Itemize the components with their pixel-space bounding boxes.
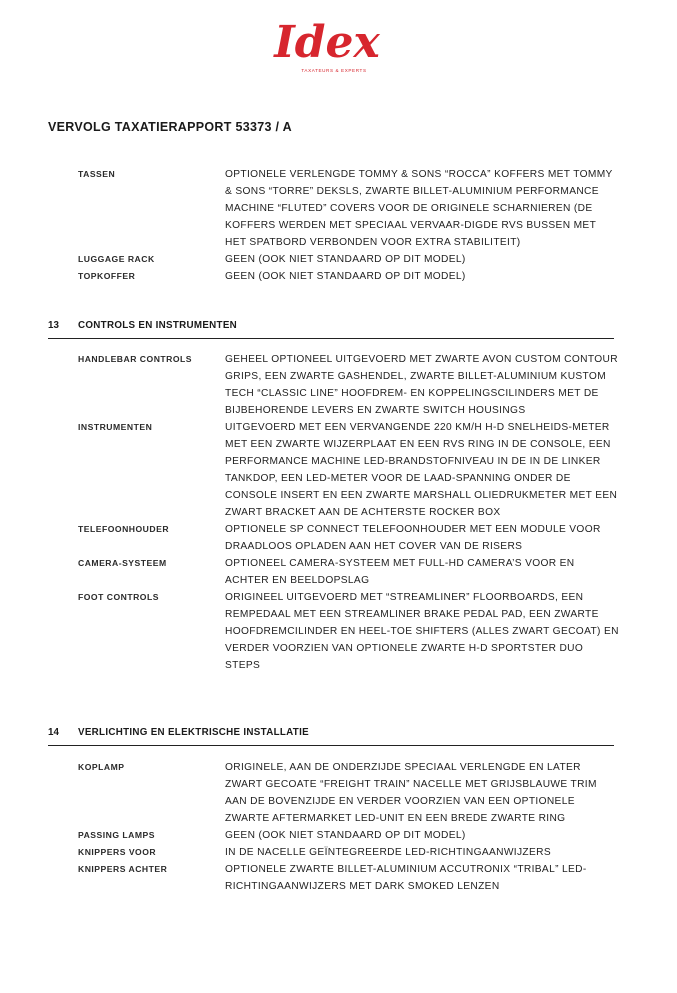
spec-value: UITGEVOERD MET EEN VERVANGENDE 220 KM/H H-D SNELHEIDS-METER MET EEN ZWARTE WIJZERPLAAT EN EEN RVS RING IN DE CONSOLE, EEN PERFORMANCE MACHINE LED-BRANDSTOFNIVEAU IN DE IN DE LINKER TANKDOP, EEN LED-METER VOOR DE LAAD-SPANNING ONDER DE CONSOLE INSERT EN EEN ZWARTE MARSHALL OLIEDRUKMETER MET EEN ZWART BRACKET AAN DE ACHTERSTE ROCKER BOX	[225, 422, 618, 518]
spec-row	[48, 555, 618, 589]
spec-row	[48, 521, 618, 555]
spec-value: ORIGINEEL UITGEVOERD MET “STREAMLINER” FLOORBOARDS, EEN REMPEDAAL MET EEN STREAMLINER BRAKE PEDAL PAD, EEN ZWARTE HOOFDREMCILINDER EN HEEL-TOE SHIFTERS (ALLES ZWART GECOAT) EN VERDER VOORZIEN VAN OPTIONELE ZWARTE H-D SPORTSTER DUO STEPS	[225, 592, 619, 671]
section-divider	[48, 745, 614, 746]
spec-value: OPTIONELE ZWARTE BILLET-ALUMINIUM ACCUTRONIX “TRIBAL” LED-RICHTINGAANWIJZERS MET DARK SMOKED LENZEN	[225, 864, 587, 892]
spec-value: GEHEEL OPTIONEEL UITGEVOERD MET ZWARTE AVON CUSTOM CONTOUR GRIPS, EEN ZWARTE GASHENDEL, ZWARTE BILLET-ALUMINIUM KUSTOM TECH “CLASSIC LINE” HOOFDREM- EN KOPPELINGSCILINDERS MET DE BIJBEHORENDE LEVERS EN ZWARTE SWITCH HOUSINGS	[225, 354, 618, 416]
section-title: CONTROLS EN INSTRUMENTEN	[78, 320, 238, 331]
spec-value: GEEN (OOK NIET STANDAARD OP DIT MODEL)	[225, 271, 466, 282]
idex-logo	[262, 10, 392, 80]
spec-label: KNIPPERS VOOR	[78, 847, 157, 857]
spec-label: TASSEN	[78, 169, 116, 179]
spec-row	[48, 351, 618, 419]
spec-row	[48, 166, 618, 251]
spec-value: ORIGINELE, AAN DE ONDERZIJDE SPECIAAL VERLENGDE EN LATER ZWART GECOATE “FREIGHT TRAIN” NACELLE MET GRIJSBLAUWE TRIM AAN DE BOVENZIJDE EN VERDER VOORZIEN VAN EEN OPTIONELE ZWARTE AFTERMARKET LED-UNIT EN EEN BREDE ZWARTE RING	[225, 762, 597, 824]
spec-label: INSTRUMENTEN	[78, 422, 153, 432]
spec-label: PASSING LAMPS	[78, 830, 156, 840]
spec-value: IN DE NACELLE GEÏNTEGREERDE LED-RICHTINGAANWIJZERS	[225, 847, 551, 858]
spec-row	[48, 759, 618, 827]
spec-value: GEEN (OOK NIET STANDAARD OP DIT MODEL)	[225, 254, 466, 265]
report-title: VERVOLG TAXATIERAPPORT 53373 / A	[48, 120, 292, 134]
spec-value: OPTIONELE SP CONNECT TELEFOONHOUDER MET EEN MODULE VOOR DRAADLOOS OPLADEN AAN HET COVER VAN DE RISERS	[225, 524, 601, 552]
spec-value: GEEN (OOK NIET STANDAARD OP DIT MODEL)	[225, 830, 466, 841]
section-14-spec-list	[48, 759, 618, 895]
spec-row	[48, 827, 618, 844]
spec-label: CAMERA-SYSTEEM	[78, 558, 167, 568]
spec-label: TOPKOFFER	[78, 271, 136, 281]
section-13-spec-list	[48, 351, 618, 674]
spec-value: OPTIONELE VERLENGDE TOMMY & SONS “ROCCA” KOFFERS MET TOMMY & SONS “TORRE” DEKSLS, ZWARTE BILLET-ALUMINIUM PERFORMANCE MACHINE “FLUTED” COVERS VOOR DE ORIGINELE SCHARNIEREN (DE KOFFERS WERDEN MET SPECIAAL VERVAAR-DIGDE RVS BUSSEN MET HET SPATBORD VERBONDEN VOOR EXTRA STABILITEIT)	[225, 169, 613, 248]
section-number: 14	[48, 727, 59, 738]
spec-label: KOPLAMP	[78, 762, 125, 772]
section-title: VERLICHTING EN ELEKTRISCHE INSTALLATIE	[78, 727, 309, 738]
spec-label: KNIPPERS ACHTER	[78, 864, 168, 874]
spec-value: OPTIONEEL CAMERA-SYSTEEM MET FULL-HD CAMERA’S VOOR EN ACHTER EN BEELDOPSLAG	[225, 558, 575, 586]
logo-tagline: TAXATEURS & EXPERTS	[301, 68, 367, 73]
spec-label: LUGGAGE RACK	[78, 254, 155, 264]
logo-wordmark: Idex	[274, 17, 380, 68]
spec-label: FOOT CONTROLS	[78, 592, 159, 602]
spec-row	[48, 861, 618, 895]
spec-row	[48, 419, 618, 521]
section-divider	[48, 338, 614, 339]
spec-label: TELEFOONHOUDER	[78, 524, 170, 534]
spec-row	[48, 589, 618, 674]
intro-spec-list	[48, 166, 618, 285]
spec-row	[48, 251, 618, 268]
spec-label: HANDLEBAR CONTROLS	[78, 354, 193, 364]
spec-row	[48, 268, 618, 285]
spec-row	[48, 844, 618, 861]
section-number: 13	[48, 320, 59, 331]
